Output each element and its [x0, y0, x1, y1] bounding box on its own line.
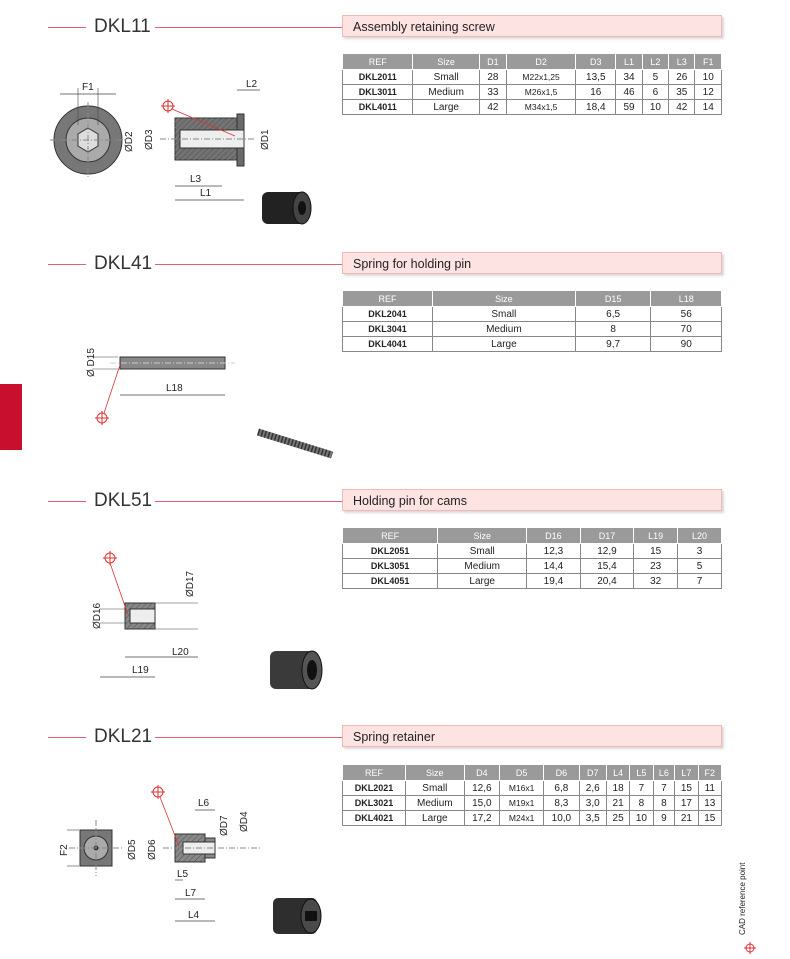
col-header: D2: [506, 54, 575, 70]
table-row: [343, 796, 722, 811]
cell: M26x1,5: [506, 85, 575, 100]
dim-label: F2: [59, 844, 70, 856]
dim-label: L4: [188, 910, 200, 921]
cell: Medium: [413, 85, 479, 100]
cell: 13,5: [576, 70, 616, 85]
cell: 12,6: [464, 781, 499, 796]
cell: Small: [405, 781, 464, 796]
cell: 42: [669, 100, 695, 115]
dim-label: L1: [200, 188, 212, 199]
cell: Small: [438, 544, 527, 559]
cell: 26: [669, 70, 695, 85]
section-title: Spring for holding pin: [342, 252, 722, 274]
cell: 2,6: [579, 781, 606, 796]
dim-label: Ø D15: [86, 348, 97, 377]
cell: Small: [413, 70, 479, 85]
table-header-row: [343, 528, 722, 544]
ref-cell: DKL2021: [343, 781, 406, 796]
ref-cell: DKL4051: [343, 574, 438, 589]
col-header: REF: [343, 291, 433, 307]
section-title: Spring retainer: [342, 725, 722, 747]
cell: 12,3: [527, 544, 581, 559]
cell: Large: [438, 574, 527, 589]
cell: 13: [698, 796, 721, 811]
cell: Large: [433, 337, 576, 352]
ref-cell: DKL2011: [343, 70, 413, 85]
cell: Large: [405, 811, 464, 826]
ref-cell: DKL4011: [343, 100, 413, 115]
table-row: [343, 337, 722, 352]
spec-table-dkl51: [342, 527, 722, 589]
table-row: [343, 781, 722, 796]
dim-label: L7: [185, 888, 197, 899]
cell: 6,8: [544, 781, 579, 796]
cell: 14,4: [527, 559, 581, 574]
divider: [48, 264, 86, 265]
divider: [48, 27, 86, 28]
table-header-row: [343, 291, 722, 307]
cell: 15: [634, 544, 678, 559]
ref-cell: DKL3051: [343, 559, 438, 574]
cell: 9,7: [575, 337, 651, 352]
table-row: [343, 70, 722, 85]
cell: 33: [479, 85, 506, 100]
divider: [155, 264, 343, 265]
col-header: L20: [678, 528, 722, 544]
ref-cell: DKL2041: [343, 307, 433, 322]
cell: 15,4: [580, 559, 634, 574]
table-header-row: [343, 54, 722, 70]
dkl51-photo: [270, 651, 322, 689]
cell: 23: [634, 559, 678, 574]
divider: [155, 27, 343, 28]
table-row: [343, 544, 722, 559]
dim-label: ØD16: [92, 602, 103, 629]
cad-reference-point-icon: [744, 942, 756, 954]
table-row: [343, 307, 722, 322]
cell: 25: [606, 811, 629, 826]
ref-cell: DKL3021: [343, 796, 406, 811]
col-header: D16: [527, 528, 581, 544]
cell: 8,3: [544, 796, 579, 811]
ref-cell: DKL3011: [343, 85, 413, 100]
col-header: L7: [675, 765, 698, 781]
dim-label: L19: [132, 665, 149, 676]
cell: 6: [642, 85, 668, 100]
col-header: D7: [579, 765, 606, 781]
ref-cell: DKL2051: [343, 544, 438, 559]
col-header: REF: [343, 765, 406, 781]
cell: 42: [479, 100, 506, 115]
dkl41-drawing: [70, 335, 340, 465]
cell: Small: [433, 307, 576, 322]
section-title: Assembly retaining screw: [342, 15, 722, 37]
cell: 14: [695, 100, 722, 115]
col-header: L6: [653, 765, 675, 781]
cell: 16: [576, 85, 616, 100]
cell: Medium: [405, 796, 464, 811]
col-header: REF: [343, 528, 438, 544]
col-header: D15: [575, 291, 651, 307]
cell: M19x1: [500, 796, 544, 811]
dim-label: L20: [172, 647, 189, 658]
cell: 12,9: [580, 544, 634, 559]
cell: 9: [653, 811, 675, 826]
cell: 46: [616, 85, 642, 100]
col-header: D1: [479, 54, 506, 70]
col-header: L5: [630, 765, 653, 781]
divider: [155, 737, 343, 738]
spec-table-dkl11: [342, 53, 722, 115]
col-header: Size: [413, 54, 479, 70]
col-header: L3: [669, 54, 695, 70]
col-header: F1: [695, 54, 722, 70]
cell: 15: [675, 781, 698, 796]
cell: 3,0: [579, 796, 606, 811]
col-header: REF: [343, 54, 413, 70]
cell: 35: [669, 85, 695, 100]
col-header: Size: [405, 765, 464, 781]
cell: 19,4: [527, 574, 581, 589]
dkl11-drawing: [40, 70, 340, 240]
spec-table-dkl21: [342, 764, 722, 826]
dim-label: ØD6: [147, 839, 158, 860]
cell: 17: [675, 796, 698, 811]
cell: 8: [575, 322, 651, 337]
cell: 21: [675, 811, 698, 826]
cell: 20,4: [580, 574, 634, 589]
dim-label: ØD3: [144, 129, 155, 150]
cell: 18,4: [576, 100, 616, 115]
cell: 10,0: [544, 811, 579, 826]
col-header: D5: [500, 765, 544, 781]
cell: 90: [651, 337, 722, 352]
cell: 3: [678, 544, 722, 559]
table-row: [343, 559, 722, 574]
dim-label: ØD7: [219, 815, 230, 836]
dim-label: ØD17: [185, 570, 196, 597]
cell: 18: [606, 781, 629, 796]
col-header: D17: [580, 528, 634, 544]
cell: 10: [630, 811, 653, 826]
cell: 10: [695, 70, 722, 85]
section-code: DKL21: [94, 726, 153, 747]
ref-cell: DKL4041: [343, 337, 433, 352]
col-header: L2: [642, 54, 668, 70]
cell: 12: [695, 85, 722, 100]
table-row: [343, 811, 722, 826]
col-header: F2: [698, 765, 721, 781]
cell: M24x1: [500, 811, 544, 826]
cell: 17,2: [464, 811, 499, 826]
cell: 56: [651, 307, 722, 322]
table-row: [343, 322, 722, 337]
ref-cell: DKL3041: [343, 322, 433, 337]
divider: [155, 501, 343, 502]
cell: M34x1,5: [506, 100, 575, 115]
dim-label: L5: [177, 869, 189, 880]
cell: 3,5: [579, 811, 606, 826]
section-title: Holding pin for cams: [342, 489, 722, 511]
col-header: Size: [433, 291, 576, 307]
section-code: DKL41: [94, 253, 153, 274]
col-header: L1: [616, 54, 642, 70]
cell: 15: [698, 811, 721, 826]
cell: M16x1: [500, 781, 544, 796]
dim-label: L2: [246, 79, 258, 90]
section-code: DKL11: [94, 16, 151, 37]
col-header: D3: [576, 54, 616, 70]
cell: 10: [642, 100, 668, 115]
col-header: Size: [438, 528, 527, 544]
cell: 15,0: [464, 796, 499, 811]
table-row: [343, 85, 722, 100]
cell: 6,5: [575, 307, 651, 322]
cell: 8: [630, 796, 653, 811]
cell: 7: [678, 574, 722, 589]
cell: 7: [653, 781, 675, 796]
cell: 5: [642, 70, 668, 85]
cell: M22x1,25: [506, 70, 575, 85]
cell: Medium: [433, 322, 576, 337]
dkl51-drawing: [80, 545, 340, 695]
col-header: L19: [634, 528, 678, 544]
dim-label: ØD5: [127, 839, 138, 860]
dkl21-drawing: [55, 780, 340, 950]
col-header: L4: [606, 765, 629, 781]
table-header-row: [343, 765, 722, 781]
dkl21-photo: [273, 898, 321, 934]
dim-label: L18: [166, 383, 183, 394]
cell: 70: [651, 322, 722, 337]
cell: 7: [630, 781, 653, 796]
cell: 8: [653, 796, 675, 811]
table-row: [343, 574, 722, 589]
dim-label: ØD2: [124, 131, 135, 152]
cell: 59: [616, 100, 642, 115]
cell: 32: [634, 574, 678, 589]
col-header: D4: [464, 765, 499, 781]
cell: 28: [479, 70, 506, 85]
cell: 5: [678, 559, 722, 574]
dim-label: F1: [82, 82, 94, 93]
cell: Medium: [438, 559, 527, 574]
spec-table-dkl41: [342, 290, 722, 352]
col-header: D6: [544, 765, 579, 781]
section-code: DKL51: [94, 490, 153, 511]
dkl41-photo: [258, 432, 332, 455]
dim-label: ØD1: [260, 129, 271, 150]
cell: 21: [606, 796, 629, 811]
dim-label: ØD4: [239, 811, 250, 832]
cad-reference-label: CAD reference point: [738, 862, 747, 935]
dim-label: L3: [190, 174, 202, 185]
cell: 11: [698, 781, 721, 796]
divider: [48, 501, 86, 502]
section-tab: [0, 384, 22, 450]
cell: 34: [616, 70, 642, 85]
col-header: L18: [651, 291, 722, 307]
cell: Large: [413, 100, 479, 115]
ref-cell: DKL4021: [343, 811, 406, 826]
dim-label: L6: [198, 798, 210, 809]
table-row: [343, 100, 722, 115]
divider: [48, 737, 86, 738]
